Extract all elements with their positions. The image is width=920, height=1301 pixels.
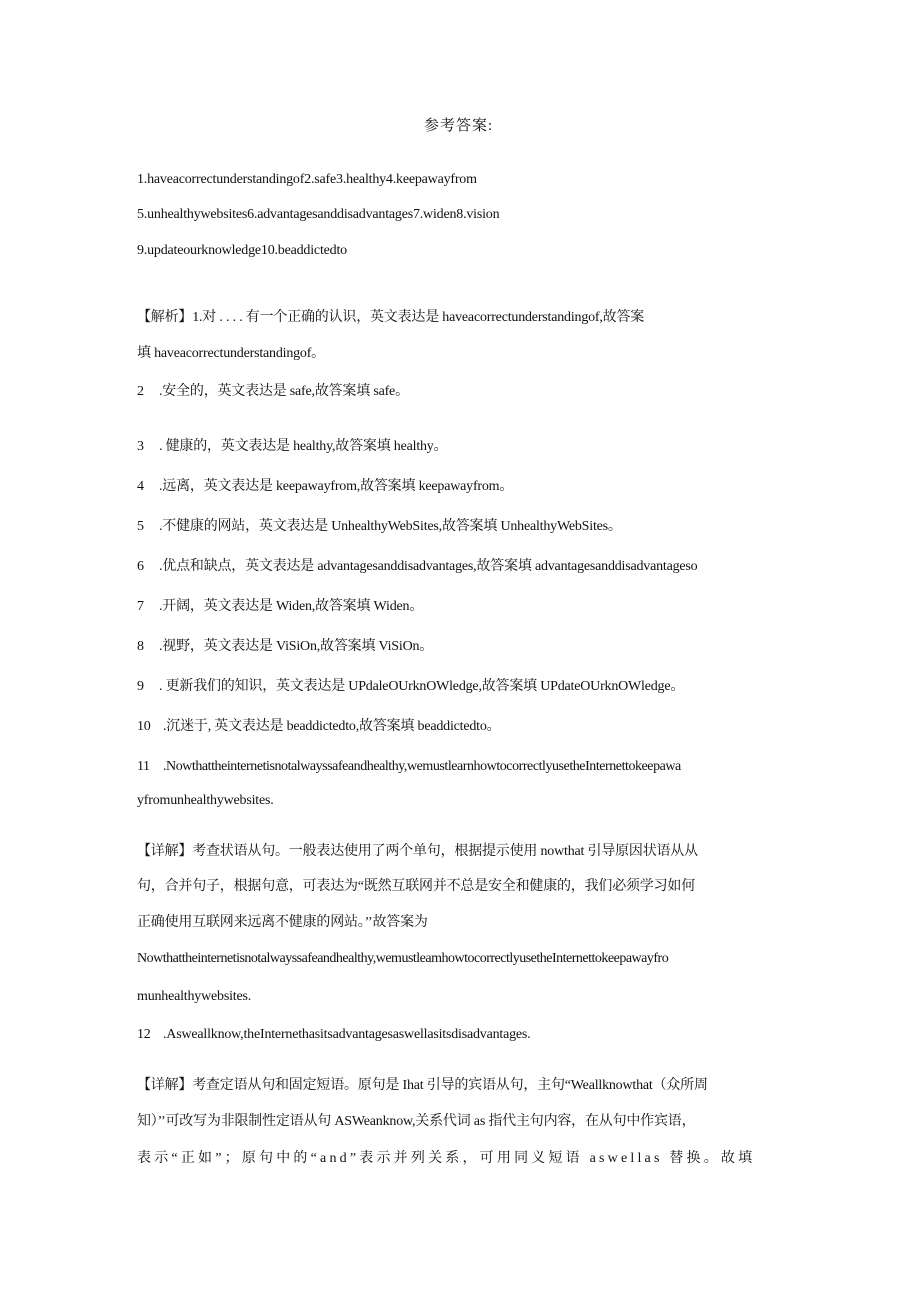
item-12: 12 .Asweallknow,theInternethasitsadvantagesaswellasitsdisadvantages.	[137, 1027, 531, 1042]
answer-heading: 参考答案:	[424, 118, 494, 134]
analysis-item-4: 4 .远离，英文表达是 keepawayfrom,故答案填 keepawayfrom。	[137, 479, 514, 494]
answer-line-3: 9.updateourknowledge10.beaddictedto	[137, 243, 347, 258]
detail-label: 【详解】	[137, 1078, 193, 1093]
detail-12-line-1: 【详解】考查定语从句和固定短语。原句是 Ihat 引导的宾语从句，主句“Weallknowthat（众所周	[137, 1078, 708, 1093]
analysis-item-10: 10 .沉迷于, 英文表达是 beaddictedto,故答案填 beaddictedto。	[137, 719, 501, 734]
analysis-item-2: 2 .安全的，英文表达是 safe,故答案填 safe。	[137, 384, 409, 399]
detail-11-line-5: munhealthywebsites.	[137, 989, 252, 1004]
analysis-item-7: 7 .开阔，英文表达是 Widen,故答案填 Widen。	[137, 599, 424, 614]
detail-12-line-2: 知）’’可改写为非限制性定语从句 ASWeanknow,关系代词 as 指代主句内容，在从句中作宾语，	[137, 1114, 696, 1129]
detail-11-line-2: 句，合并句子，根据句意，可表达为“既然互联网并不总是安全和健康的，我们必须学习如何	[137, 879, 696, 894]
item-11-line-1: 11 .Nowthattheinternetisnotalwayssafeandhealthy,wemustlearnhowtocorrectlyusetheInternettokeepawa	[137, 759, 681, 774]
analysis-item-8: 8 .视野，英文表达是 ViSiOn,故答案填 ViSiOn。	[137, 639, 434, 654]
detail-11-line-1: 【详解】考查状语从句。一般表达使用了两个单句，根据提示使用 nowthat 引导原因状语从从	[137, 844, 698, 859]
answer-line-2: 5.unhealthywebsites6.advantagesanddisadvantages7.widen8.vision	[137, 207, 500, 222]
analysis-line-1: 【解析】1.对 . . . . 有一个正确的认识，英文表达是 haveacorrectunderstandingof,故答案	[137, 310, 645, 325]
item-11-line-2: yfromunhealthywebsites.	[137, 793, 274, 808]
analysis-item-3: 3 . 健康的，英文表达是 healthy,故答案填 healthy。	[137, 439, 448, 454]
detail-12-line-3: 表示“正如”；原句中的“and”表示并列关系，可用同义短语 aswellas 替换。故填	[137, 1151, 756, 1166]
analysis-item-6: 6 .优点和缺点，英文表达是 advantagesanddisadvantages,故答案填 advantagesanddisadvantageso	[137, 559, 698, 574]
analysis-line-2: 填 haveacorrectunderstandingof。	[137, 346, 325, 361]
detail-11-line-4: Nowthattheinternetisnotalwayssafeandhealthy,wemustleamhowtocorrectlyusetheInternettokeepawayfro	[137, 951, 669, 966]
analysis-label: 【解析】	[137, 310, 193, 325]
analysis-item-5: 5 .不健康的网站，英文表达是 UnhealthyWebSites,故答案填 UnhealthyWebSites。	[137, 519, 622, 534]
answer-line-1: 1.haveacorrectunderstandingof2.safe3.healthy4.keepawayfrom	[137, 172, 477, 187]
analysis-item-9: 9 . 更新我们的知识，英文表达是 UPdaleOUrknOWledge,故答案填 UPdateOUrknOWledge。	[137, 679, 685, 694]
detail-label: 【详解】	[137, 844, 193, 859]
detail-11-line-3: 正确使用互联网来远离不健康的网站。’’故答案为	[137, 915, 428, 930]
